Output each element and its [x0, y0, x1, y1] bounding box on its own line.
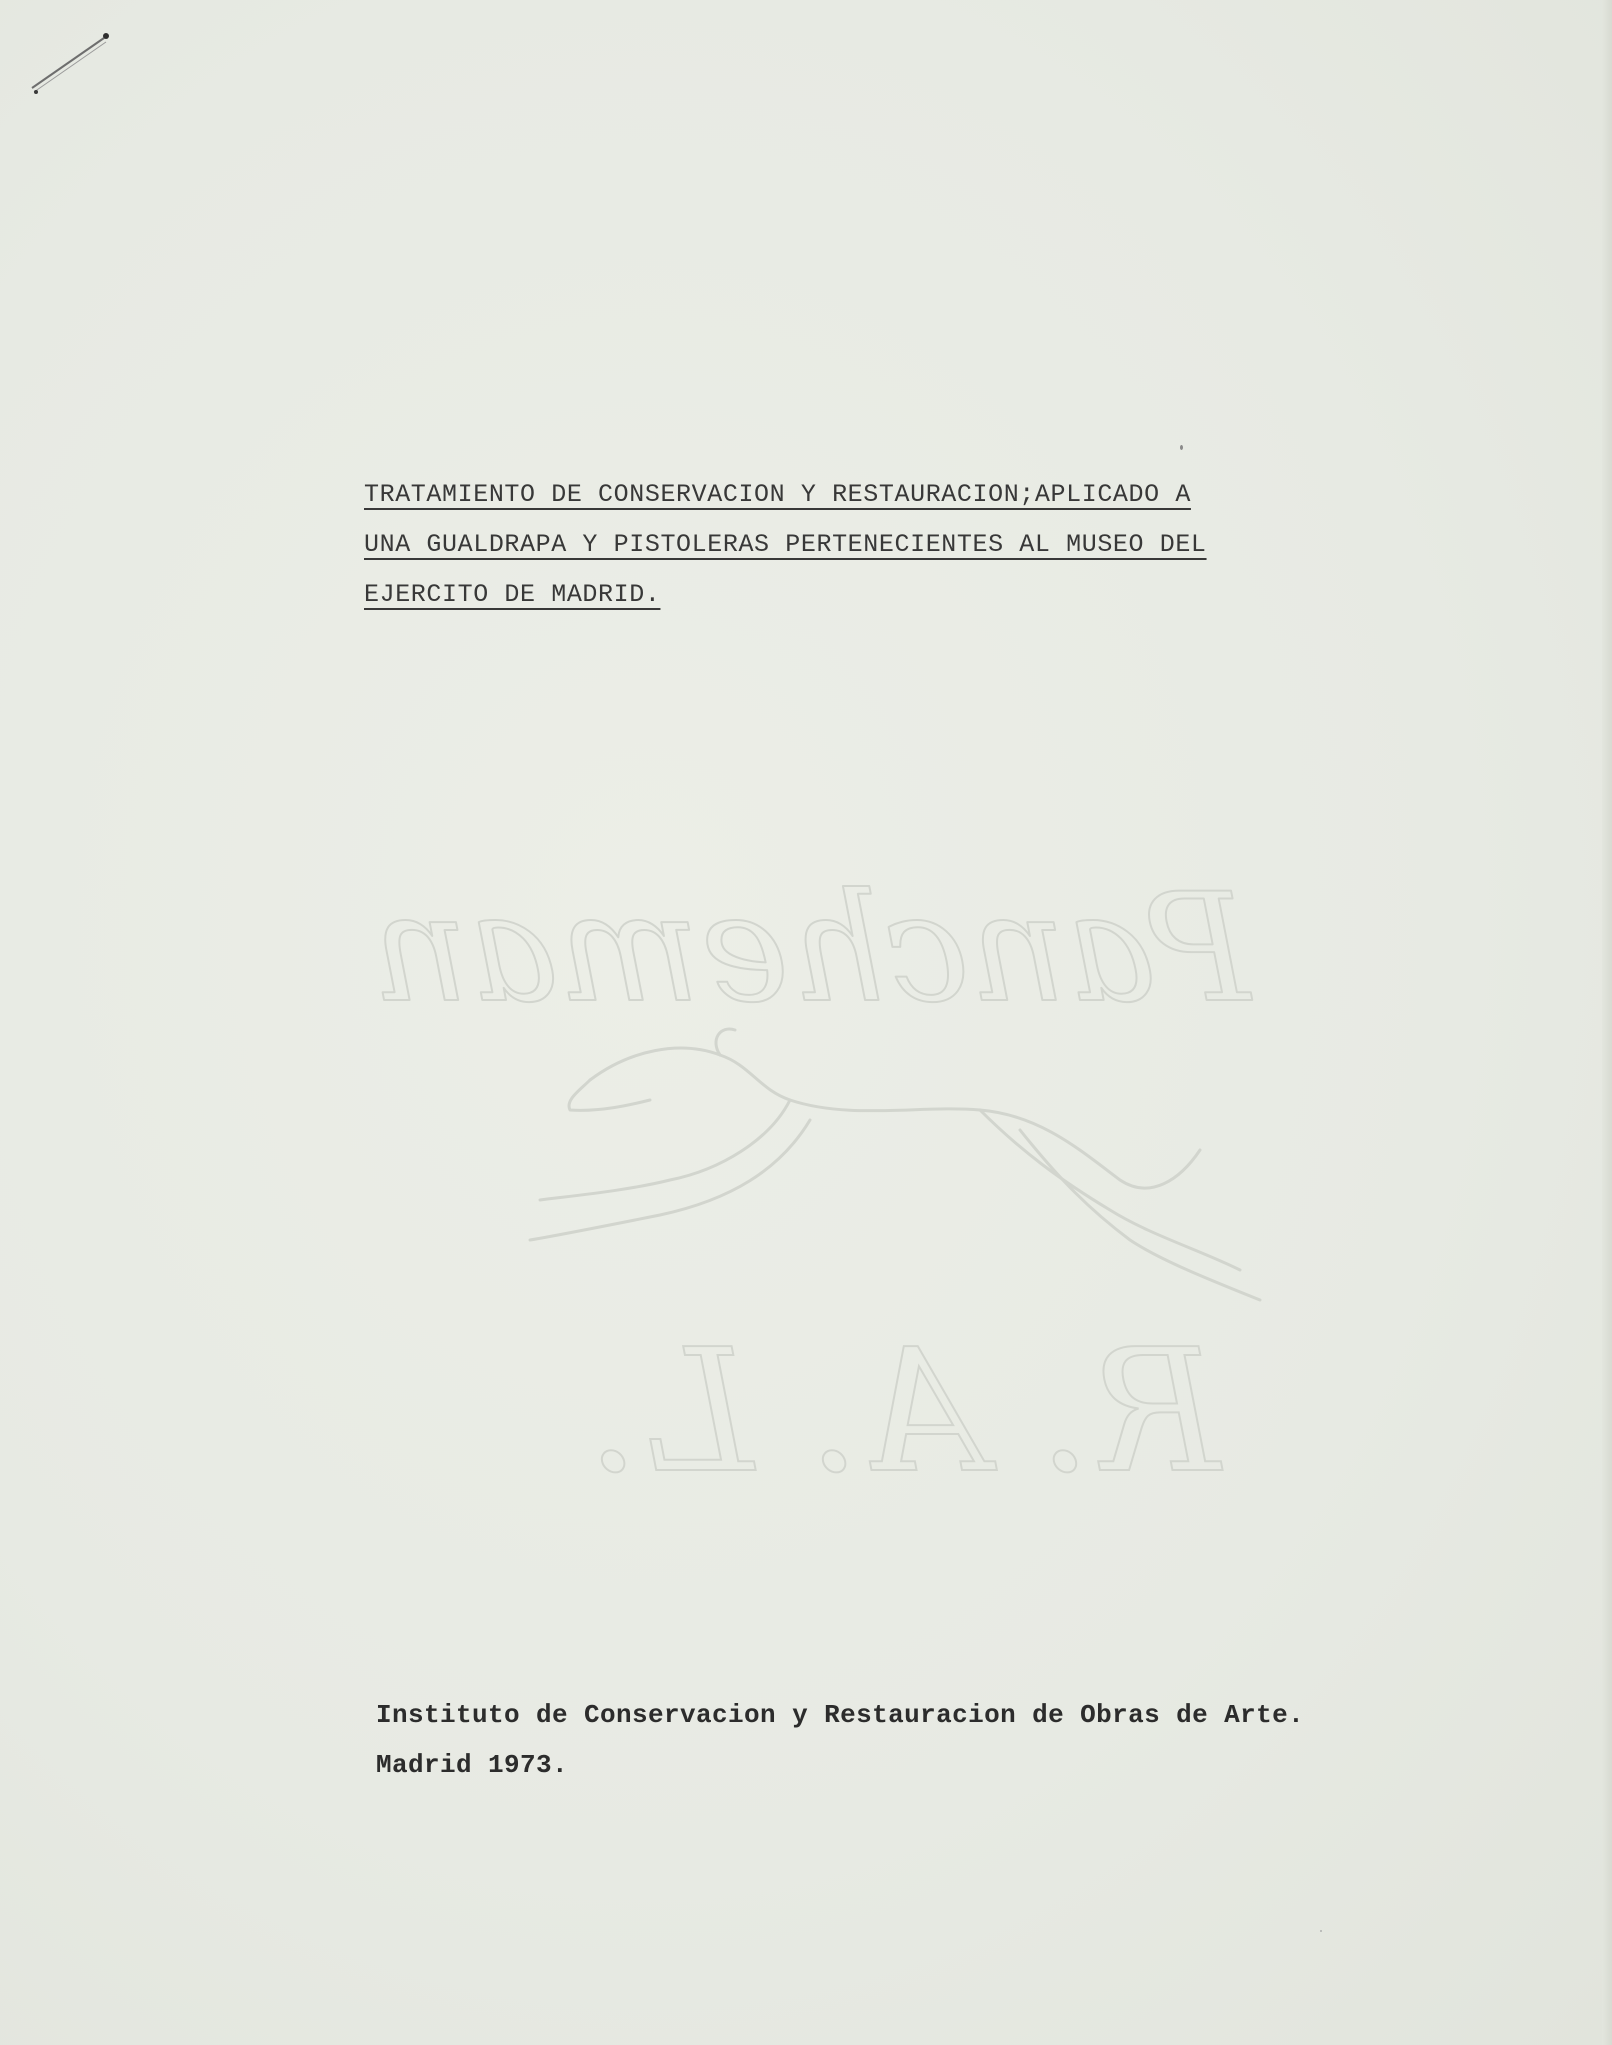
title-line-2: UNA GUALDRAPA Y PISTOLERAS PERTENECIENTES AL MUSEO DEL: [364, 530, 1207, 559]
staple-mark: [22, 22, 122, 102]
page-edge-shadow: [1602, 0, 1612, 2045]
institution-name: Instituto de Conservacion y Restauracion de Obras de Arte.: [376, 1700, 1305, 1730]
document-title: [364, 470, 1424, 620]
place-and-date: Madrid 1973.: [376, 1750, 569, 1780]
svg-text:Pancheman: Pancheman: [372, 862, 1250, 1036]
ink-speck: [1320, 1930, 1322, 1932]
svg-text:R. A. L.: R. A. L.: [586, 1313, 1220, 1511]
ink-speck: [1180, 445, 1183, 450]
document-footer: [376, 1690, 1596, 1790]
title-line-3: EJERCITO DE MADRID.: [364, 580, 661, 609]
paper-watermark: [372, 850, 1280, 1530]
title-line-1: TRATAMIENTO DE CONSERVACION Y RESTAURACION;APLICADO A: [364, 480, 1191, 509]
